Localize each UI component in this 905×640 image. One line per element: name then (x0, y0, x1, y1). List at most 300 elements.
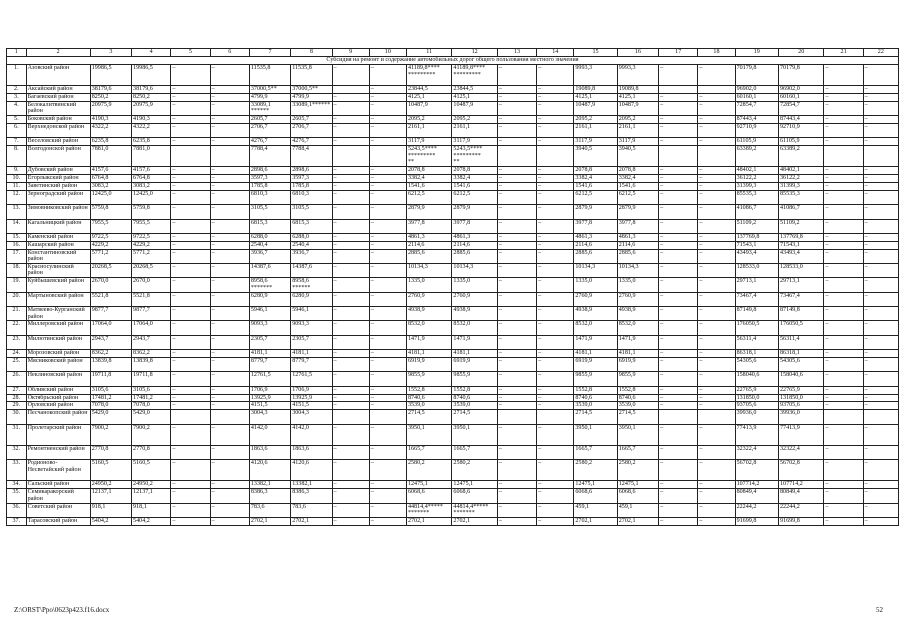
value-cell: 3004,3 (249, 410, 290, 424)
value-cell: 2714,5 (574, 410, 617, 424)
value-cell: – (824, 175, 863, 183)
value-cell: 39936,0 (778, 410, 823, 424)
value-cell: – (171, 503, 210, 517)
value-cell: – (497, 205, 536, 219)
value-cell: 2885,6 (406, 249, 451, 263)
value-cell: 12137,1 (132, 489, 171, 503)
table-row (7, 350, 899, 358)
value-cell: 3083,2 (132, 182, 171, 190)
district-name-cell: Кашарский район (26, 241, 90, 249)
value-cell: – (210, 65, 249, 86)
value-cell: – (497, 350, 536, 358)
value-cell: 3950,1 (406, 424, 451, 445)
value-cell: 3597,3 (291, 175, 332, 183)
value-cell: – (369, 65, 406, 86)
value-cell: – (210, 307, 249, 321)
value-cell: 6212,5 (574, 190, 617, 204)
value-cell: – (171, 350, 210, 358)
value-cell: – (332, 445, 369, 459)
value-cell: 4861,3 (452, 233, 497, 241)
value-cell: 3950,1 (574, 424, 617, 445)
value-cell: – (824, 481, 863, 489)
value-cell: – (659, 182, 698, 190)
row-number-cell: 13. (7, 205, 27, 219)
value-cell: – (210, 358, 249, 372)
value-cell: 39936,0 (735, 410, 778, 424)
row-number-cell: 31. (7, 424, 27, 445)
value-cell: 22244,2 (778, 503, 823, 517)
row-number-cell: 36. (7, 503, 27, 517)
value-cell: – (171, 138, 210, 146)
value-cell: 2760,9 (574, 292, 617, 306)
row-number-cell: 20. (7, 292, 27, 306)
value-cell: – (863, 123, 898, 137)
value-cell: 459,1 (574, 503, 617, 517)
value-cell: 4125,1 (452, 93, 497, 101)
value-cell: – (332, 219, 369, 233)
value-cell: – (332, 321, 369, 335)
value-cell: 14387,6 (249, 263, 290, 277)
value-cell: – (863, 350, 898, 358)
value-cell: 3950,1 (617, 424, 658, 445)
value-cell: 19711,8 (90, 372, 131, 386)
value-cell: 2161,1 (406, 123, 451, 137)
value-cell: – (537, 307, 574, 321)
value-cell: 13925,9 (249, 394, 290, 402)
value-cell: 37000,5** (249, 86, 290, 94)
value-cell: 3940,5 (617, 146, 658, 167)
district-name-cell: Зерноградский район (26, 190, 90, 204)
value-cell: 2885,6 (574, 249, 617, 263)
value-cell: – (537, 233, 574, 241)
value-cell: – (171, 394, 210, 402)
value-cell: – (863, 292, 898, 306)
value-cell: 9993,3 (574, 65, 617, 86)
value-cell: – (210, 241, 249, 249)
value-cell: – (332, 489, 369, 503)
value-cell: 6764,8 (90, 175, 131, 183)
value-cell: 2714,5 (452, 410, 497, 424)
value-cell: – (369, 278, 406, 292)
value-cell: – (824, 101, 863, 115)
column-number: 8 (291, 49, 332, 57)
value-cell: – (863, 86, 898, 94)
value-cell: – (369, 205, 406, 219)
value-cell: – (332, 182, 369, 190)
value-cell: 6068,6 (452, 489, 497, 503)
value-cell: 63389,2 (735, 146, 778, 167)
column-number: 12 (452, 49, 497, 57)
value-cell: – (332, 101, 369, 115)
value-cell: – (698, 350, 735, 358)
district-name-cell: Милютинский район (26, 335, 90, 349)
value-cell: 6764,8 (132, 175, 171, 183)
value-cell: – (537, 116, 574, 124)
value-cell (659, 410, 698, 424)
value-cell: 4157,6 (90, 167, 131, 175)
value-cell: – (659, 424, 698, 445)
value-cell: 9877,7 (90, 307, 131, 321)
value-cell: – (369, 241, 406, 249)
value-cell: – (210, 93, 249, 101)
value-cell: 131850,0 (778, 394, 823, 402)
value-cell: – (332, 138, 369, 146)
value-cell: – (332, 424, 369, 445)
value-cell: – (171, 86, 210, 94)
value-cell: 7955,5 (132, 219, 171, 233)
value-cell: 2580,2 (406, 460, 451, 481)
value-cell: 4181,1 (406, 350, 451, 358)
district-name-cell: Волгодонской район (26, 146, 90, 167)
value-cell: 6919,9 (574, 358, 617, 372)
district-name-cell: Родионово-Несветайский район (26, 460, 90, 481)
value-cell: 10134,3 (452, 263, 497, 277)
value-cell: – (171, 278, 210, 292)
value-cell: – (210, 372, 249, 386)
value-cell: – (863, 167, 898, 175)
value-cell: 7955,5 (90, 219, 131, 233)
value-cell: 60160,1 (735, 93, 778, 101)
value-cell: 2714,5 (617, 410, 658, 424)
value-cell: – (210, 335, 249, 349)
value-cell: 5521,8 (132, 292, 171, 306)
value-cell: – (369, 263, 406, 277)
value-cell: 2114,6 (617, 241, 658, 249)
row-number-cell: 30. (7, 410, 27, 424)
value-cell: – (369, 489, 406, 503)
value-cell: – (171, 175, 210, 183)
value-cell: 37000,5** (291, 86, 332, 94)
value-cell: – (497, 249, 536, 263)
table-row (7, 402, 899, 410)
value-cell: 3539,0 (574, 402, 617, 410)
value-cell: 2114,6 (574, 241, 617, 249)
value-cell: 6815,3 (249, 219, 290, 233)
value-cell: – (497, 101, 536, 115)
value-cell: – (537, 503, 574, 517)
value-cell: 9855,9 (406, 372, 451, 386)
value-cell: 86318,1 (778, 350, 823, 358)
value-cell: – (537, 167, 574, 175)
value-cell: 6235,8 (132, 138, 171, 146)
value-cell: – (537, 93, 574, 101)
value-cell: 918,1 (90, 503, 131, 517)
value-cell: 9993,3 (617, 65, 658, 86)
value-cell: – (659, 93, 698, 101)
value-cell: 4938,9 (574, 307, 617, 321)
value-cell: – (210, 402, 249, 410)
value-cell: 12475,1 (574, 481, 617, 489)
value-cell: 4142,0 (291, 424, 332, 445)
row-number-cell: 17. (7, 249, 27, 263)
value-cell: – (332, 481, 369, 489)
value-cell: – (824, 138, 863, 146)
value-cell: – (698, 394, 735, 402)
value-cell (698, 146, 735, 167)
value-cell: – (659, 445, 698, 459)
value-cell: 4181,1 (291, 350, 332, 358)
value-cell: – (210, 386, 249, 394)
value-cell: 2580,2 (617, 460, 658, 481)
row-number-cell: 9. (7, 167, 27, 175)
value-cell: 19089,8 (617, 86, 658, 94)
value-cell: 2702,1 (249, 517, 290, 525)
value-cell: – (824, 233, 863, 241)
value-cell: – (698, 307, 735, 321)
value-cell: 8250,2 (132, 93, 171, 101)
value-cell: – (659, 503, 698, 517)
value-cell: – (369, 86, 406, 94)
value-cell: 1335,0 (406, 278, 451, 292)
value-cell: – (659, 138, 698, 146)
value-cell: – (824, 116, 863, 124)
value-cell: – (863, 190, 898, 204)
column-number: 9 (332, 49, 369, 57)
value-cell: 3597,3 (249, 175, 290, 183)
value-cell: – (497, 116, 536, 124)
value-cell: 5243,5**** ********* ** (452, 146, 497, 167)
district-name-cell: Верхнедонской район (26, 123, 90, 137)
value-cell: – (824, 358, 863, 372)
value-cell: 24950,2 (90, 481, 131, 489)
value-cell: – (369, 335, 406, 349)
value-cell: 3105,6 (90, 386, 131, 394)
table-row (7, 278, 899, 292)
value-cell: – (698, 489, 735, 503)
value-cell: 29713,1 (778, 278, 823, 292)
district-name-cell: Октябрьский район (26, 394, 90, 402)
value-cell: 6212,5 (406, 190, 451, 204)
value-cell: – (863, 402, 898, 410)
value-cell: – (698, 116, 735, 124)
value-cell: – (369, 138, 406, 146)
value-cell: – (659, 263, 698, 277)
value-cell: – (863, 424, 898, 445)
table-row (7, 460, 899, 481)
value-cell: – (537, 372, 574, 386)
value-cell: 3105,5 (249, 205, 290, 219)
value-cell: – (537, 517, 574, 525)
value-cell: 4142,0 (249, 424, 290, 445)
value-cell: 2540,4 (291, 241, 332, 249)
value-cell: 1863,6 (291, 445, 332, 459)
value-cell: – (210, 489, 249, 503)
value-cell: – (698, 182, 735, 190)
value-cell: 4322,2 (90, 123, 131, 137)
value-cell: 107714,2 (735, 481, 778, 489)
value-cell: – (824, 93, 863, 101)
value-cell: 5946,1 (291, 307, 332, 321)
value-cell: – (824, 372, 863, 386)
value-cell: – (497, 394, 536, 402)
value-cell: 10487,9 (452, 101, 497, 115)
value-cell: 87443,4 (778, 116, 823, 124)
value-cell: – (497, 402, 536, 410)
file-path: Z:\ORST\Ppo\0623p423.f16.docx (14, 606, 110, 614)
value-cell: 12137,1 (90, 489, 131, 503)
value-cell: – (171, 182, 210, 190)
value-cell: – (659, 321, 698, 335)
table-row (7, 175, 899, 183)
value-cell: 92710,9 (735, 123, 778, 137)
value-cell: – (824, 335, 863, 349)
value-cell: 54305,6 (735, 358, 778, 372)
value-cell: – (369, 372, 406, 386)
value-cell: 1541,6 (452, 182, 497, 190)
value-cell: 87443,4 (735, 116, 778, 124)
value-cell: 2702,1 (574, 517, 617, 525)
value-cell: 71543,1 (735, 241, 778, 249)
value-cell: 41189,8**** ********* (406, 65, 451, 86)
row-number-cell: 29. (7, 402, 27, 410)
value-cell: – (863, 517, 898, 525)
value-cell: 3539,0 (452, 402, 497, 410)
value-cell: 2885,6 (452, 249, 497, 263)
value-cell: 4276,7 (249, 138, 290, 146)
value-cell: 60160,1 (778, 93, 823, 101)
value-cell: – (824, 263, 863, 277)
value-cell: 783,6 (249, 503, 290, 517)
value-cell: 5429,0 (90, 410, 131, 424)
value-cell: 56702,8 (778, 460, 823, 481)
value-cell: – (369, 233, 406, 241)
value-cell: – (824, 182, 863, 190)
value-cell: – (659, 233, 698, 241)
value-cell: 8362,2 (132, 350, 171, 358)
value-cell: 13925,9 (291, 394, 332, 402)
value-cell: – (497, 292, 536, 306)
value-cell: 3117,9 (406, 138, 451, 146)
value-cell: 2580,2 (452, 460, 497, 481)
value-cell: – (497, 460, 536, 481)
value-cell: – (659, 481, 698, 489)
value-cell: 2580,2 (574, 460, 617, 481)
value-cell: – (210, 167, 249, 175)
column-number: 10 (369, 49, 406, 57)
value-cell: 22244,2 (735, 503, 778, 517)
value-cell: 9093,3 (291, 321, 332, 335)
value-cell: – (698, 205, 735, 219)
value-cell: 7788,4 (249, 146, 290, 167)
value-cell: – (698, 219, 735, 233)
value-cell: – (659, 489, 698, 503)
value-cell: 137769,8 (778, 233, 823, 241)
value-cell (369, 146, 406, 167)
value-cell: 41086,7 (735, 205, 778, 219)
value-cell: 9722,5 (132, 233, 171, 241)
table-row (7, 65, 899, 86)
value-cell: 8740,6 (452, 394, 497, 402)
value-cell: 43493,4 (778, 249, 823, 263)
row-number-cell: 18. (7, 263, 27, 277)
district-name-cell: Кагальницкий район (26, 219, 90, 233)
value-cell: – (824, 489, 863, 503)
value-cell: – (497, 219, 536, 233)
value-cell: 4120,6 (249, 460, 290, 481)
value-cell: 8532,0 (617, 321, 658, 335)
value-cell: – (824, 205, 863, 219)
value-cell: 85535,3 (735, 190, 778, 204)
value-cell: – (698, 233, 735, 241)
value-cell: – (497, 175, 536, 183)
value-cell: – (171, 372, 210, 386)
value-cell: – (698, 335, 735, 349)
value-cell (497, 410, 536, 424)
value-cell: 3950,1 (452, 424, 497, 445)
value-cell: – (659, 278, 698, 292)
district-name-cell: Аксайский район (26, 86, 90, 94)
row-number-cell: 37. (7, 517, 27, 525)
value-cell: 32322,4 (735, 445, 778, 459)
value-cell: 9855,9 (574, 372, 617, 386)
value-cell: 93705,6 (735, 402, 778, 410)
value-cell: 56702,8 (735, 460, 778, 481)
table-row (7, 205, 899, 219)
row-number-cell: 22. (7, 321, 27, 335)
value-cell: – (824, 350, 863, 358)
value-cell: 3083,2 (90, 182, 131, 190)
value-cell: – (332, 278, 369, 292)
value-cell: 5771,2 (132, 249, 171, 263)
district-name-cell: Ремонтненский район (26, 445, 90, 459)
row-number-cell: 5. (7, 116, 27, 124)
value-cell: – (659, 190, 698, 204)
value-cell: – (171, 489, 210, 503)
value-cell: 783,6 (291, 503, 332, 517)
value-cell: 2095,2 (406, 116, 451, 124)
value-cell: 4120,6 (291, 460, 332, 481)
district-name-cell: Заветинский район (26, 182, 90, 190)
value-cell: 2605,7 (249, 116, 290, 124)
value-cell: 5160,5 (90, 460, 131, 481)
value-cell: 3539,0 (406, 402, 451, 410)
value-cell: – (863, 249, 898, 263)
row-number-cell: 8. (7, 146, 27, 167)
value-cell: – (171, 335, 210, 349)
table-row (7, 190, 899, 204)
value-cell: – (537, 219, 574, 233)
value-cell: – (824, 445, 863, 459)
value-cell: – (369, 190, 406, 204)
value-cell: – (698, 241, 735, 249)
value-cell: – (863, 386, 898, 394)
column-number: 4 (132, 49, 171, 57)
value-cell: – (369, 307, 406, 321)
value-cell: 1552,8 (406, 386, 451, 394)
value-cell: – (210, 278, 249, 292)
column-number: 22 (863, 49, 898, 57)
value-cell: 2161,1 (574, 123, 617, 137)
value-cell: – (171, 358, 210, 372)
value-cell: 3117,9 (452, 138, 497, 146)
value-cell: 6280,9 (249, 292, 290, 306)
value-cell: – (497, 372, 536, 386)
value-cell: 2714,5 (406, 410, 451, 424)
value-cell: – (863, 335, 898, 349)
column-number: 14 (537, 49, 574, 57)
value-cell: 2161,1 (617, 123, 658, 137)
value-cell: – (537, 402, 574, 410)
table-row (7, 503, 899, 517)
value-cell: 6288,0 (291, 233, 332, 241)
value-cell (210, 146, 249, 167)
value-cell: – (659, 358, 698, 372)
district-name-cell: Азовский район (26, 65, 90, 86)
value-cell: – (824, 123, 863, 137)
value-cell: – (698, 386, 735, 394)
value-cell: – (863, 263, 898, 277)
value-cell: – (824, 241, 863, 249)
